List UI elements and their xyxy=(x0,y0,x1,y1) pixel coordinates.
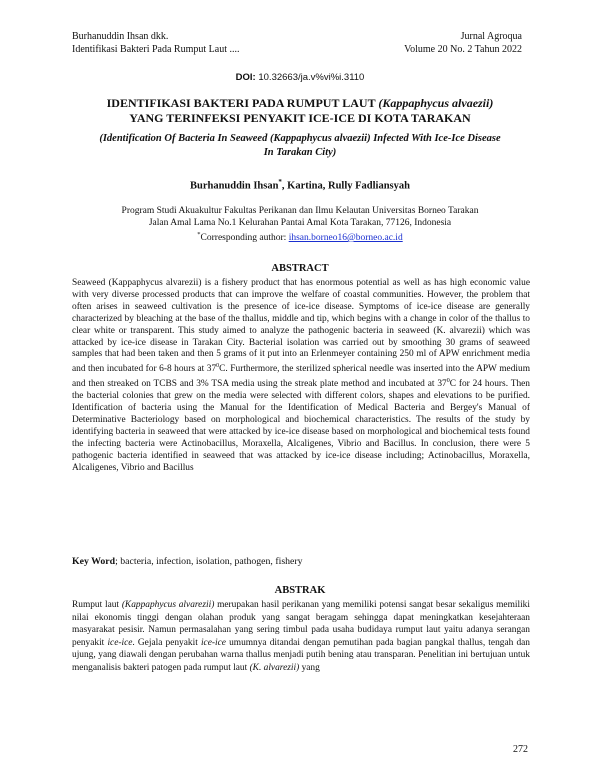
corresponding-mark: * xyxy=(278,178,282,186)
paper-title xyxy=(60,96,540,126)
abstrak-indonesian xyxy=(72,599,530,675)
header-journal-name: Jurnal Agroqua xyxy=(460,31,522,42)
abstrak-text: yang xyxy=(299,662,320,673)
abstrak-text: Rumput laut xyxy=(72,600,122,610)
paper-subtitle xyxy=(60,132,540,160)
page-number: 272 xyxy=(513,744,528,755)
title-line2: YANG TERINFEKSI PENYAKIT ICE-ICE DI KOTA TARAKAN xyxy=(129,111,471,125)
running-header-left xyxy=(72,30,239,56)
doi-line xyxy=(0,72,600,83)
degree-mark: 0 xyxy=(216,363,220,370)
abstract-heading: ABSTRACT xyxy=(271,263,329,274)
abstrak-term: ice-ice xyxy=(200,637,226,648)
abstrak-text: umumnya ditandai dengan pemutihan pada bagian pangkal thallus, tengah dan ujung, yang diawali dengan perubahan warna thallus menjadi putih bening atau transparan. Penelitian ini bertujuan untuk menganalisis bakteri patogen pada rumput laut xyxy=(72,637,530,673)
title-species: (Kappaphycus alvaezii) xyxy=(378,96,494,110)
affiliation-line2: Jalan Amal Lama No.1 Kelurahan Pantai Amal Kota Tarakan, 77126, Indonesia xyxy=(148,218,452,228)
header-short-title: Identifikasi Bakteri Pada Rumput Laut .... xyxy=(72,44,240,55)
abstrak-heading: ABSTRAK xyxy=(274,585,326,596)
running-header-right xyxy=(404,30,522,56)
subtitle-line2: In Tarakan City) xyxy=(263,147,337,158)
header-authors: Burhanuddin Ihsan dkk. xyxy=(72,31,169,42)
author-rest: , Kartina, Rully Fadliansyah xyxy=(281,180,410,192)
abstrak-text: merupakan hasil perikanan yang memiliki potensi sangat besar sekaligus memiliki nilai ekonomis tinggi dengan olahan produk yang sangat beragam sehingga dapat meningkatkan kesejahteraan masyarakat pesisir. Namun permasalahan yang sering timbul pada usaha budidaya rumput laut yaitu adanya serangan penyakit xyxy=(72,600,530,648)
keywords-label: Key Word xyxy=(72,556,116,567)
abstract-part3: C for 24 hours. Then the bacterial colonies that grew on the media were selected with different colors, shapes and elevations to be purified. Identification of bacteria using the Manual for the Identification of Medical Bacteria and Bergey's Manual of Determinative Bacteriology based on morphological and biochemical characteristics. The results of the study by identifying bacteria in seaweed that were attacked by ice-ice disease based on morphological and biochemical tests found the infecting bacteria were Actinobacillus, Moraxella, Alcaligenes, Vibrio and Bacillus. In conclusion, there were 5 pathogenic bacteria identified in seaweed that was attacked by ice-ice disease including; Actinobacillus, Moraxella, Alcaligenes, Vibrio and Bacillus xyxy=(72,379,530,473)
corresponding-author xyxy=(0,229,600,244)
abstract-english xyxy=(72,278,530,475)
abstrak-term: ice-ice xyxy=(107,637,133,648)
corr-label: Corresponding author: xyxy=(200,233,289,244)
doi-label: DOI: xyxy=(235,72,256,83)
abstrak-text: . Gejala penyakit xyxy=(132,637,201,648)
doi-value: 10.32663/ja.v%vi%i.3110 xyxy=(258,72,365,83)
email-link[interactable]: ihsan.borneo16@borneo.ac.id xyxy=(288,233,403,244)
abstract-part2: C. Furthermore, the sterilized spherical needle was inserted into the APW medium and then streaked on TCBS and 3% TSA media using the streak plate method and incubated at 37 xyxy=(72,364,530,390)
abstract-part1: Seaweed (Kappaphycus alvarezii) is a fishery product that has enormous potential as well as has high economic value with very diverse processed products that can improve the welfare of coastal communities. However, the problem that often arises in seaweed cultivation is the presence of ice-ice disease. Symptoms of ice-ice disease are generally characterized by bleaching at the base of the thallus, middle and tip, which begins with a change in color of the thallus to clear white or transparent. This study aimed to analyze the pathogenic bacteria in seaweed (K. alvarezii) which was attacked by ice-ice disease in Tarakan City. Bacterial isolation was carried out by smoothing 30 grams of seaweed samples that had been taken and then 5 grams of it put into an Erlenmeyer containing 250 ml of APW enrichment media and then incubated for 6-8 hours at 37 xyxy=(72,278,530,375)
degree-mark: 0 xyxy=(446,378,450,385)
author-list xyxy=(0,178,600,192)
abstrak-species: (K. alvarezii) xyxy=(249,662,300,673)
affiliation xyxy=(0,205,600,244)
keywords-text: ; bacteria, infection, isolation, pathogen, fishery xyxy=(115,556,303,567)
keywords xyxy=(72,556,530,567)
header-volume: Volume 20 No. 2 Tahun 2022 xyxy=(404,44,522,55)
subtitle-line1: (Identification Of Bacteria In Seaweed (Kappaphycus alvaezii) Infected With Ice-Ice Disease xyxy=(99,133,501,144)
corr-mark: * xyxy=(197,231,201,238)
affiliation-line1: Program Studi Akuakultur Fakultas Perikanan dan Ilmu Kelautan Universitas Borneo Tarakan xyxy=(121,206,479,216)
author-first: Burhanuddin Ihsan xyxy=(189,180,279,192)
abstrak-species: (Kappaphycus alvarezii) xyxy=(121,600,215,610)
title-main: IDENTIFIKASI BAKTERI PADA RUMPUT LAUT xyxy=(106,96,379,110)
